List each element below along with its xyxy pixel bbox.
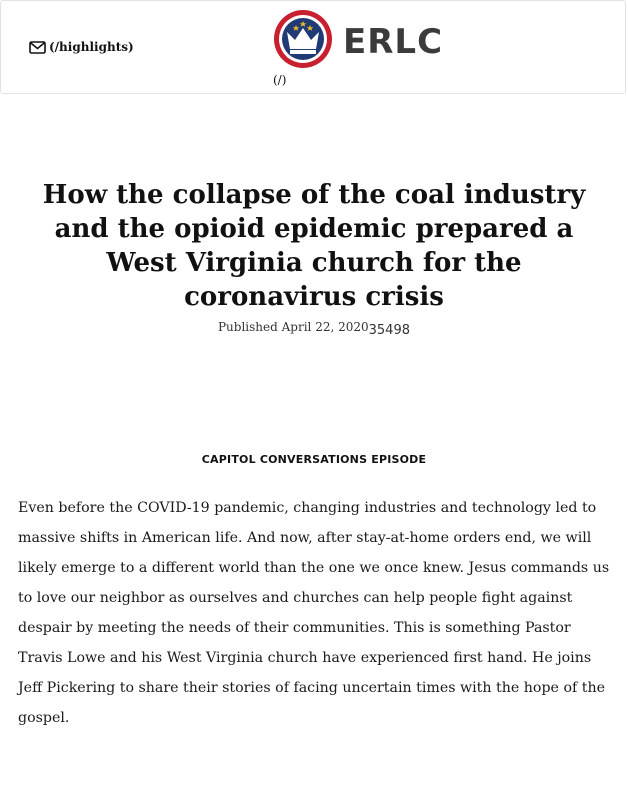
publish-info — [0, 320, 628, 338]
envelope-icon — [29, 41, 46, 54]
view-count: 35498 — [368, 323, 410, 338]
site-header — [0, 0, 626, 94]
highlights-link[interactable] — [29, 40, 134, 54]
article-title: How the collapse of the coal industry and the opioid epidemic prepared a West Virginia church for the coronavirus crisis — [42, 180, 586, 312]
episode-label: CAPITOL CONVERSATIONS EPISODE — [201, 453, 427, 466]
highlights-link-text: (/highlights) — [49, 40, 134, 54]
erlc-logo[interactable] — [273, 9, 443, 74]
logo-wordmark: ERLC — [343, 21, 444, 62]
publish-date: Published April 22, 2020 — [217, 320, 369, 334]
home-link-text[interactable]: (/) — [273, 73, 287, 87]
crown-seal-icon — [273, 9, 333, 74]
article-body: Even before the COVID-19 pandemic, changing industries and technology led to massive shifts in American life. And now, after stay-at-home orders end, we will likely emerge to a different world than the one we once knew. Jesus commands us to love our neighbor as ourselves and churches can help people fight against despair by meeting the needs of their communities. This is something Pastor Travis Lowe and his West Virginia church have experienced first hand. He joins Jeff Pickering to share their stories of facing uncertain times with the hope of the gospel. — [18, 500, 610, 726]
